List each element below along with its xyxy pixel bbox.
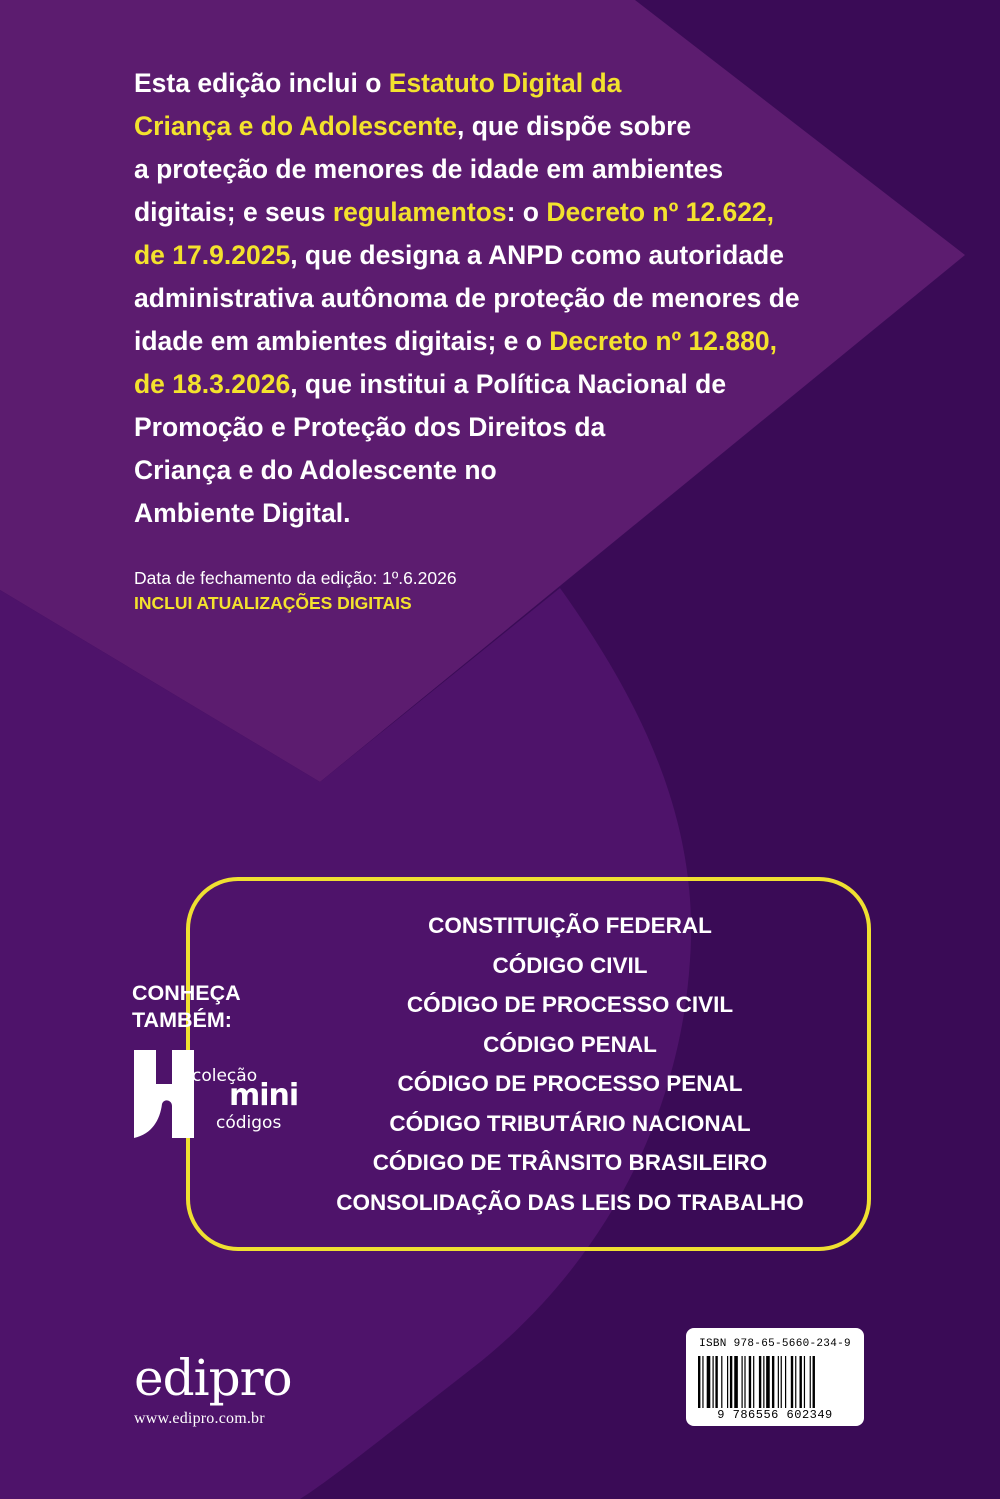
highlight-crianca: Criança e do Adolescente	[134, 111, 458, 141]
highlight-estatuto: Estatuto Digital da	[388, 68, 622, 98]
intro-paragraph: Esta edição inclui o Estatuto Digital da Criança e do Adolescente, que dispõe sobre a proteção de menores de idade em ambientes digitais; e seus regulamentos: o Decreto nº 12.622, de 17.9.2025, que designa a ANPD como autoridade administrativa autônoma de proteção de menores de idade em ambientes digitais; e o Decreto nº 12.880, de 18.3.2026, que institui a Política Nacional de Promoção e Proteção dos Direitos da Criança e do Adolescente no Ambiente Digital.	[134, 68, 800, 528]
publisher-logo	[134, 1350, 292, 1428]
isbn-barcode	[686, 1328, 864, 1426]
list-item: CÓDIGO DE PROCESSO CIVIL	[406, 992, 734, 1017]
list-item: CONSTITUIÇÃO FEDERAL	[428, 913, 712, 938]
list-item: CÓDIGO DE PROCESSO PENAL	[397, 1071, 743, 1096]
highlight-date-1: de 17.9.2025	[134, 240, 291, 270]
codes-list	[320, 906, 820, 1222]
publisher-name: edipro	[134, 1349, 292, 1407]
highlight-decreto-2: Decreto nº 12.880,	[549, 326, 777, 356]
isbn-text: ISBN 978-65-5660-234-9	[699, 1338, 851, 1350]
barcode-bars	[698, 1356, 852, 1408]
list-item: CÓDIGO PENAL	[483, 1031, 657, 1057]
conheca-tambem-label: CONHEÇA TAMBÉM:	[132, 981, 241, 1032]
h-logo-icon	[134, 1050, 194, 1138]
highlight-regulamentos: regulamentos	[332, 197, 507, 227]
highlight-date-2: de 18.3.2026	[134, 369, 291, 399]
list-item: CÓDIGO TRIBUTÁRIO NACIONAL	[389, 1110, 751, 1136]
list-item: CONSOLIDAÇÃO DAS LEIS DO TRABALHO	[336, 1189, 804, 1215]
list-item: CÓDIGO DE TRÂNSITO BRASILEIRO	[372, 1150, 768, 1175]
highlight-decreto-1: Decreto nº 12.622,	[546, 197, 775, 227]
closing-date: Data de fechamento da edição: 1º.6.2026	[134, 568, 457, 588]
publisher-url: www.edipro.com.br	[134, 1410, 265, 1427]
digital-updates-note: INCLUI ATUALIZAÇÕES DIGITAIS	[134, 593, 412, 613]
barcode-digits: 9 786556 602349	[717, 1408, 833, 1422]
edition-info	[134, 566, 457, 616]
list-item: CÓDIGO CIVIL	[492, 952, 648, 978]
colecao-mini-codigos-logo: coleção mini códigos	[134, 1050, 304, 1140]
